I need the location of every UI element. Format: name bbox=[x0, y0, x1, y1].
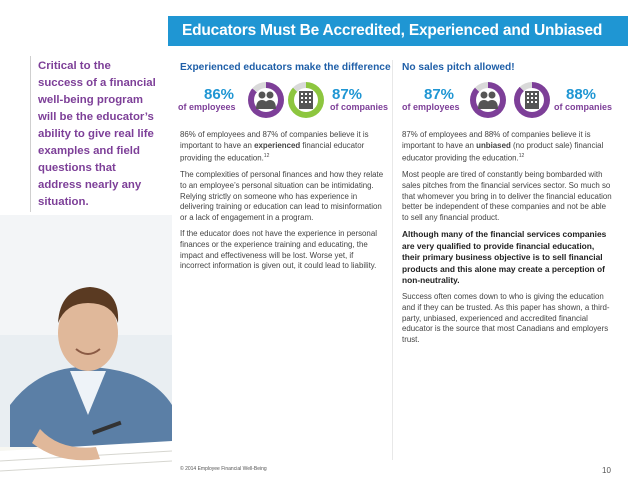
percent-ring bbox=[470, 82, 506, 118]
paragraph: The complexities of personal finances and how they relate to an employee’s personal situation can be intimidating. Relying strictly on someone who has experience in delivering training or education can lead to misinformation or a lack of engagement in a program. bbox=[180, 170, 384, 222]
people-icon bbox=[255, 90, 277, 110]
stat-label: of companies bbox=[554, 102, 613, 112]
page-number: 10 bbox=[602, 466, 611, 475]
stat-percent: 87% bbox=[332, 86, 363, 103]
column-divider bbox=[392, 60, 393, 460]
stat-percent: 87% bbox=[424, 86, 455, 103]
percent-ring bbox=[288, 82, 324, 118]
paragraph: Most people are tired of constantly being bombarded with sales pitches from the financial services sector. So much so that whomever you bring in to deliver the financial education better be independent of these companies and not be able to sell any financial product. bbox=[402, 170, 612, 222]
copyright: © 2014 Employee Financial Well-Being bbox=[180, 466, 267, 472]
header-banner bbox=[168, 16, 628, 46]
people-icon bbox=[477, 90, 499, 110]
paragraph: If the educator does not have the experience in personal finances or the experience training and educating, the impact and effectiveness will be lost. Worse yet, if incorrect information is given out, it could lead to liability. bbox=[180, 229, 377, 271]
paragraph: 87% of employees and 88% of companies believe it is important to have an unbiased (no product sale) financial educator providing the education.$^{12}$ bbox=[402, 130, 604, 163]
building-icon bbox=[524, 90, 540, 110]
stat-label: of employees bbox=[402, 102, 460, 112]
column-body-unbiased bbox=[402, 130, 614, 351]
paragraph: 86% of employees and 87% of companies believe it is important to have an experienced financial educator providing the education.$^{12}$ bbox=[180, 130, 369, 163]
column-body-experienced bbox=[180, 130, 385, 278]
stat-percent: 88% bbox=[566, 86, 597, 103]
column-unbiased bbox=[402, 62, 602, 73]
column-heading: Experienced educators make the difference bbox=[180, 62, 391, 73]
stats-row-experienced bbox=[176, 82, 392, 120]
column-heading: No sales pitch allowed! bbox=[402, 62, 515, 73]
man-with-paperwork-photo bbox=[0, 215, 172, 493]
page-title: Educators Must Be Accredited, Experienced and Unbiased bbox=[182, 22, 603, 39]
stat-label: of companies bbox=[330, 102, 389, 112]
column-experienced bbox=[180, 62, 391, 73]
percent-ring bbox=[248, 82, 284, 118]
building-icon bbox=[298, 90, 314, 110]
sidebar-quote: Critical to the success of a financial well-being program will be the educator’s ability to give real life examples and field questions that address nearly any situation. bbox=[38, 60, 156, 208]
percent-ring bbox=[514, 82, 550, 118]
stats-row-unbiased bbox=[398, 82, 628, 120]
highlight-paragraph: Although many of the financial services companies are very qualified to provide financial education, their primary business objective is to sell financial products and this alone may create a perception of non-neutrality. bbox=[402, 229, 607, 285]
stat-label: of employees bbox=[178, 102, 236, 112]
paragraph: Success often comes down to who is giving the education and if they can be trusted. As this paper has shown, a third-party, unbiased, experienced and accredited financial educator is the source that most Canadians and employers trust. bbox=[402, 292, 610, 344]
stat-percent: 86% bbox=[204, 86, 235, 103]
